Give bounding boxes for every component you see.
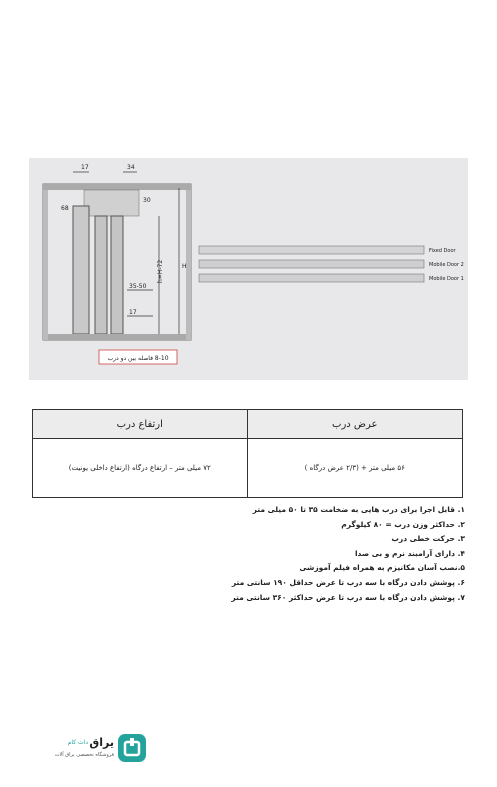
track-mobile-door-1 <box>199 274 424 282</box>
table-value-width: ۵۶ میلی متر + (۲/۳ عرض درگاه ) <box>304 464 405 472</box>
cabinet-side-left <box>43 184 48 340</box>
cabinet-top <box>43 184 191 190</box>
top-track <box>84 190 139 216</box>
mechanism-drawing <box>29 158 468 380</box>
door-panel-mobile-1 <box>111 216 123 334</box>
bottom-rail <box>48 334 186 340</box>
door-label-mobile-2: Mobile Door 2 <box>429 262 464 268</box>
feature-item: ۱. قابل اجرا برای درب هایی به ضخامت ۳۵ تا ۵۰ میلی متر <box>252 505 465 514</box>
logo-tagline: فروشگاه تخصصی یراق آلات <box>54 752 114 758</box>
cabinet-side-right <box>186 184 191 340</box>
dim-side-right: 30 <box>143 197 151 204</box>
feature-item: ۴. دارای آرامبند نرم و بی صدا <box>354 548 465 558</box>
dim-top-left: 17 <box>81 164 89 171</box>
feature-item: ۲. حداکثر وزن درب = ۸۰ کیلوگرم <box>341 519 465 529</box>
table-header-height: ارتفاع درب <box>33 410 248 439</box>
dim-side-left: 68 <box>61 205 69 212</box>
track-mobile-door-2 <box>199 260 424 268</box>
dim-bottom: 17 <box>129 309 137 316</box>
door-label-mobile-1: Mobile Door 1 <box>429 276 464 282</box>
table-header-width: عرض درب <box>248 410 463 439</box>
gap-label: 8-10 فاصله بین دو درب <box>107 355 169 362</box>
door-panel-mobile-2 <box>95 216 107 334</box>
feature-item: ۵.نصب آسان مکانیزم به همراه فیلم آموزشی <box>299 563 465 573</box>
dim-total-height: H <box>182 263 187 270</box>
feature-item: ۶. پوشش دادن درگاه با سه درب تا عرض حداقل ۱۹۰ سانتی متر <box>231 577 465 587</box>
door-panel-fixed <box>73 206 89 334</box>
dim-top-right: 34 <box>127 164 135 171</box>
table-value-height: ۷۲ میلی متر – ارتفاع درگاه (ارتفاع داخلی یونیت) <box>33 439 248 497</box>
dim-height: h=H-72 <box>157 259 164 283</box>
mechanism-diagram <box>29 158 468 380</box>
logo-brand: یراق <box>89 736 114 749</box>
spec-table <box>32 409 463 498</box>
door-label-fixed: Fixed Door <box>429 248 456 254</box>
logo-domain: دات کام <box>67 739 88 746</box>
track-fixed-door <box>199 246 424 254</box>
dim-range: 35-50 <box>129 283 147 290</box>
site-logo[interactable] <box>40 734 146 764</box>
feature-list <box>34 503 465 605</box>
feature-item: ۳. حرکت خطی درب <box>391 534 465 544</box>
feature-item: ۷. پوشش دادن درگاه با سه درب تا عرض حداکثر ۳۶۰ سانتی متر <box>231 592 465 602</box>
yaragh-logo-icon <box>118 734 146 762</box>
